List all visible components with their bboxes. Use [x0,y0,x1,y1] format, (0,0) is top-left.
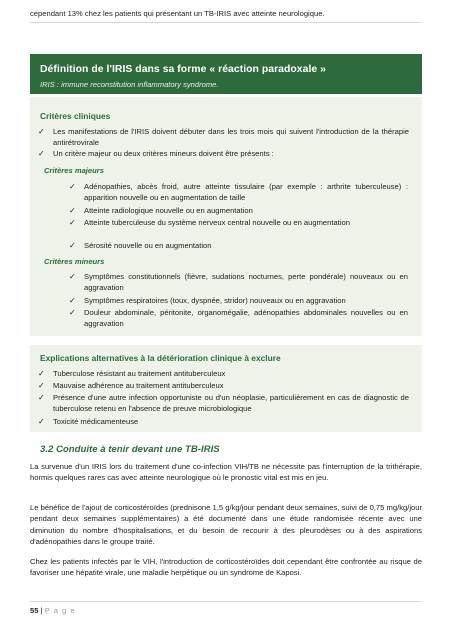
list-item-text: Douleur abdominale, péritonite, organomégalie, adénopathies abdominales nouvelles ou en aggravation [84,308,408,329]
list-item-text: Symptômes constitutionnels (fièvre, sudations nocturnes, perte pondérale) nouveaux ou en aggravation [84,272,408,293]
section-title: 3.2 Conduite à tenir devant une TB-IRIS [40,444,220,455]
checkmark-icon: ✓ [69,272,76,281]
paragraph: La survenue d'un IRIS lors du traitement d'une co-infection VIH/TB ne nécessite pas l'interruption de la trithérapie, hormis quelques rares cas avec atteinte neurologique où le pronostic vital est mis en jeu. [30,462,422,483]
definition-title: Définition de l'IRIS dans sa forme « réaction paradoxale » [40,64,326,75]
list-item [69,181,408,203]
list-item [69,205,408,216]
list-item-text: Tuberculose résistant au traitement antituberculeux [53,369,226,378]
footer-separator: | [40,606,43,615]
checkmark-icon: ✓ [38,393,45,402]
list-item [38,126,409,148]
checkmark-icon: ✓ [38,127,45,136]
alternatives-heading: Explications alternatives à la détérioration clinique à exclure [40,353,281,363]
checkmark-icon: ✓ [69,206,76,215]
checkmark-icon: ✓ [38,149,45,158]
list-item-text: Un critère majeur ou deux critères mineurs doivent être présents : [53,149,274,158]
page-number: 55 [30,606,39,615]
checkmark-icon: ✓ [69,241,76,250]
criteria-heading: Critères cliniques [40,111,111,121]
page-label: P a g e [44,606,76,615]
paragraph: Chez les patients infectés par le VIH, l'introduction de corticostéroïdes doit cependant être confrontée au risque de favoriser une hépatite virale, une maladie herpétique ou un syndrome de Kaposi. [30,557,422,578]
list-item-text: Mauvaise adhérence au traitement antituberculeux [53,381,224,390]
list-item-text: Atteinte radiologique nouvelle ou en augmentation [84,206,253,215]
checkmark-icon: ✓ [38,369,45,378]
list-item-text: Présence d'une autre infection opportuniste ou d'un néoplasie, particulièrement en cas de diagnostic de tuberculose retenu en l'absence de preuve microbiologique [53,393,409,414]
page-footer [30,606,76,615]
top-divider [30,22,422,23]
list-item-text: Sérosité nouvelle ou en augmentation [84,241,212,250]
list-item [69,240,408,251]
definition-box [30,54,422,94]
checkmark-icon: ✓ [38,417,45,426]
list-item [38,148,409,159]
checkmark-icon: ✓ [69,182,76,191]
checkmark-icon: ✓ [69,296,76,305]
definition-subtitle: IRIS : immune reconstitution inflammatory syndrome. [40,80,219,89]
list-item [69,217,408,228]
list-item [69,307,408,329]
list-item [69,271,408,293]
list-item [38,368,409,379]
checkmark-icon: ✓ [38,381,45,390]
intro-text: cependant 13% chez les patients qui présentant un TB-IRIS avec atteinte neurologique. [30,9,325,18]
list-item [69,295,408,306]
checkmark-icon: ✓ [69,308,76,317]
bottom-divider [30,601,422,602]
list-item [38,392,409,414]
mineurs-heading: Critères mineurs [44,257,105,266]
list-item-text: Adénopathies, abcès froid, autre atteinte tissulaire (par exemple : arthrite tuberculeuse) : apparition nouvelle ou en augmentation de taille [84,182,408,203]
list-item-text: Toxicité médicamenteuse [53,417,139,426]
paragraph: Le bénéfice de l'ajout de corticostéroïdes (prednisone 1,5 g/kg/jour pendant deux semaines, suivi de 0,75 mg/kg/jour pendant deux semaines supplémentaires) a été documenté dans une étude randomisée récente avec une diminution du nombre d'hospitalisations, et du besoin de recourir à des pleurodèses ou à des aspirations d'adénopathies dans le groupe traité. [30,503,422,547]
list-item-text: Atteinte tuberculeuse du système nerveux central nouvelle ou en augmentation [84,218,350,227]
list-item [38,416,409,427]
list-item [38,380,409,391]
majeurs-heading: Critères majeurs [44,166,104,175]
checkmark-icon: ✓ [69,218,76,227]
list-item-text: Les manifestations de l'IRIS doivent débuter dans les trois mois qui suivent l'introduction de la thérapie antirétrovirale [53,127,409,148]
list-item-text: Symptômes respiratoires (toux, dyspnée, stridor) nouveaux ou en aggravation [84,296,346,305]
